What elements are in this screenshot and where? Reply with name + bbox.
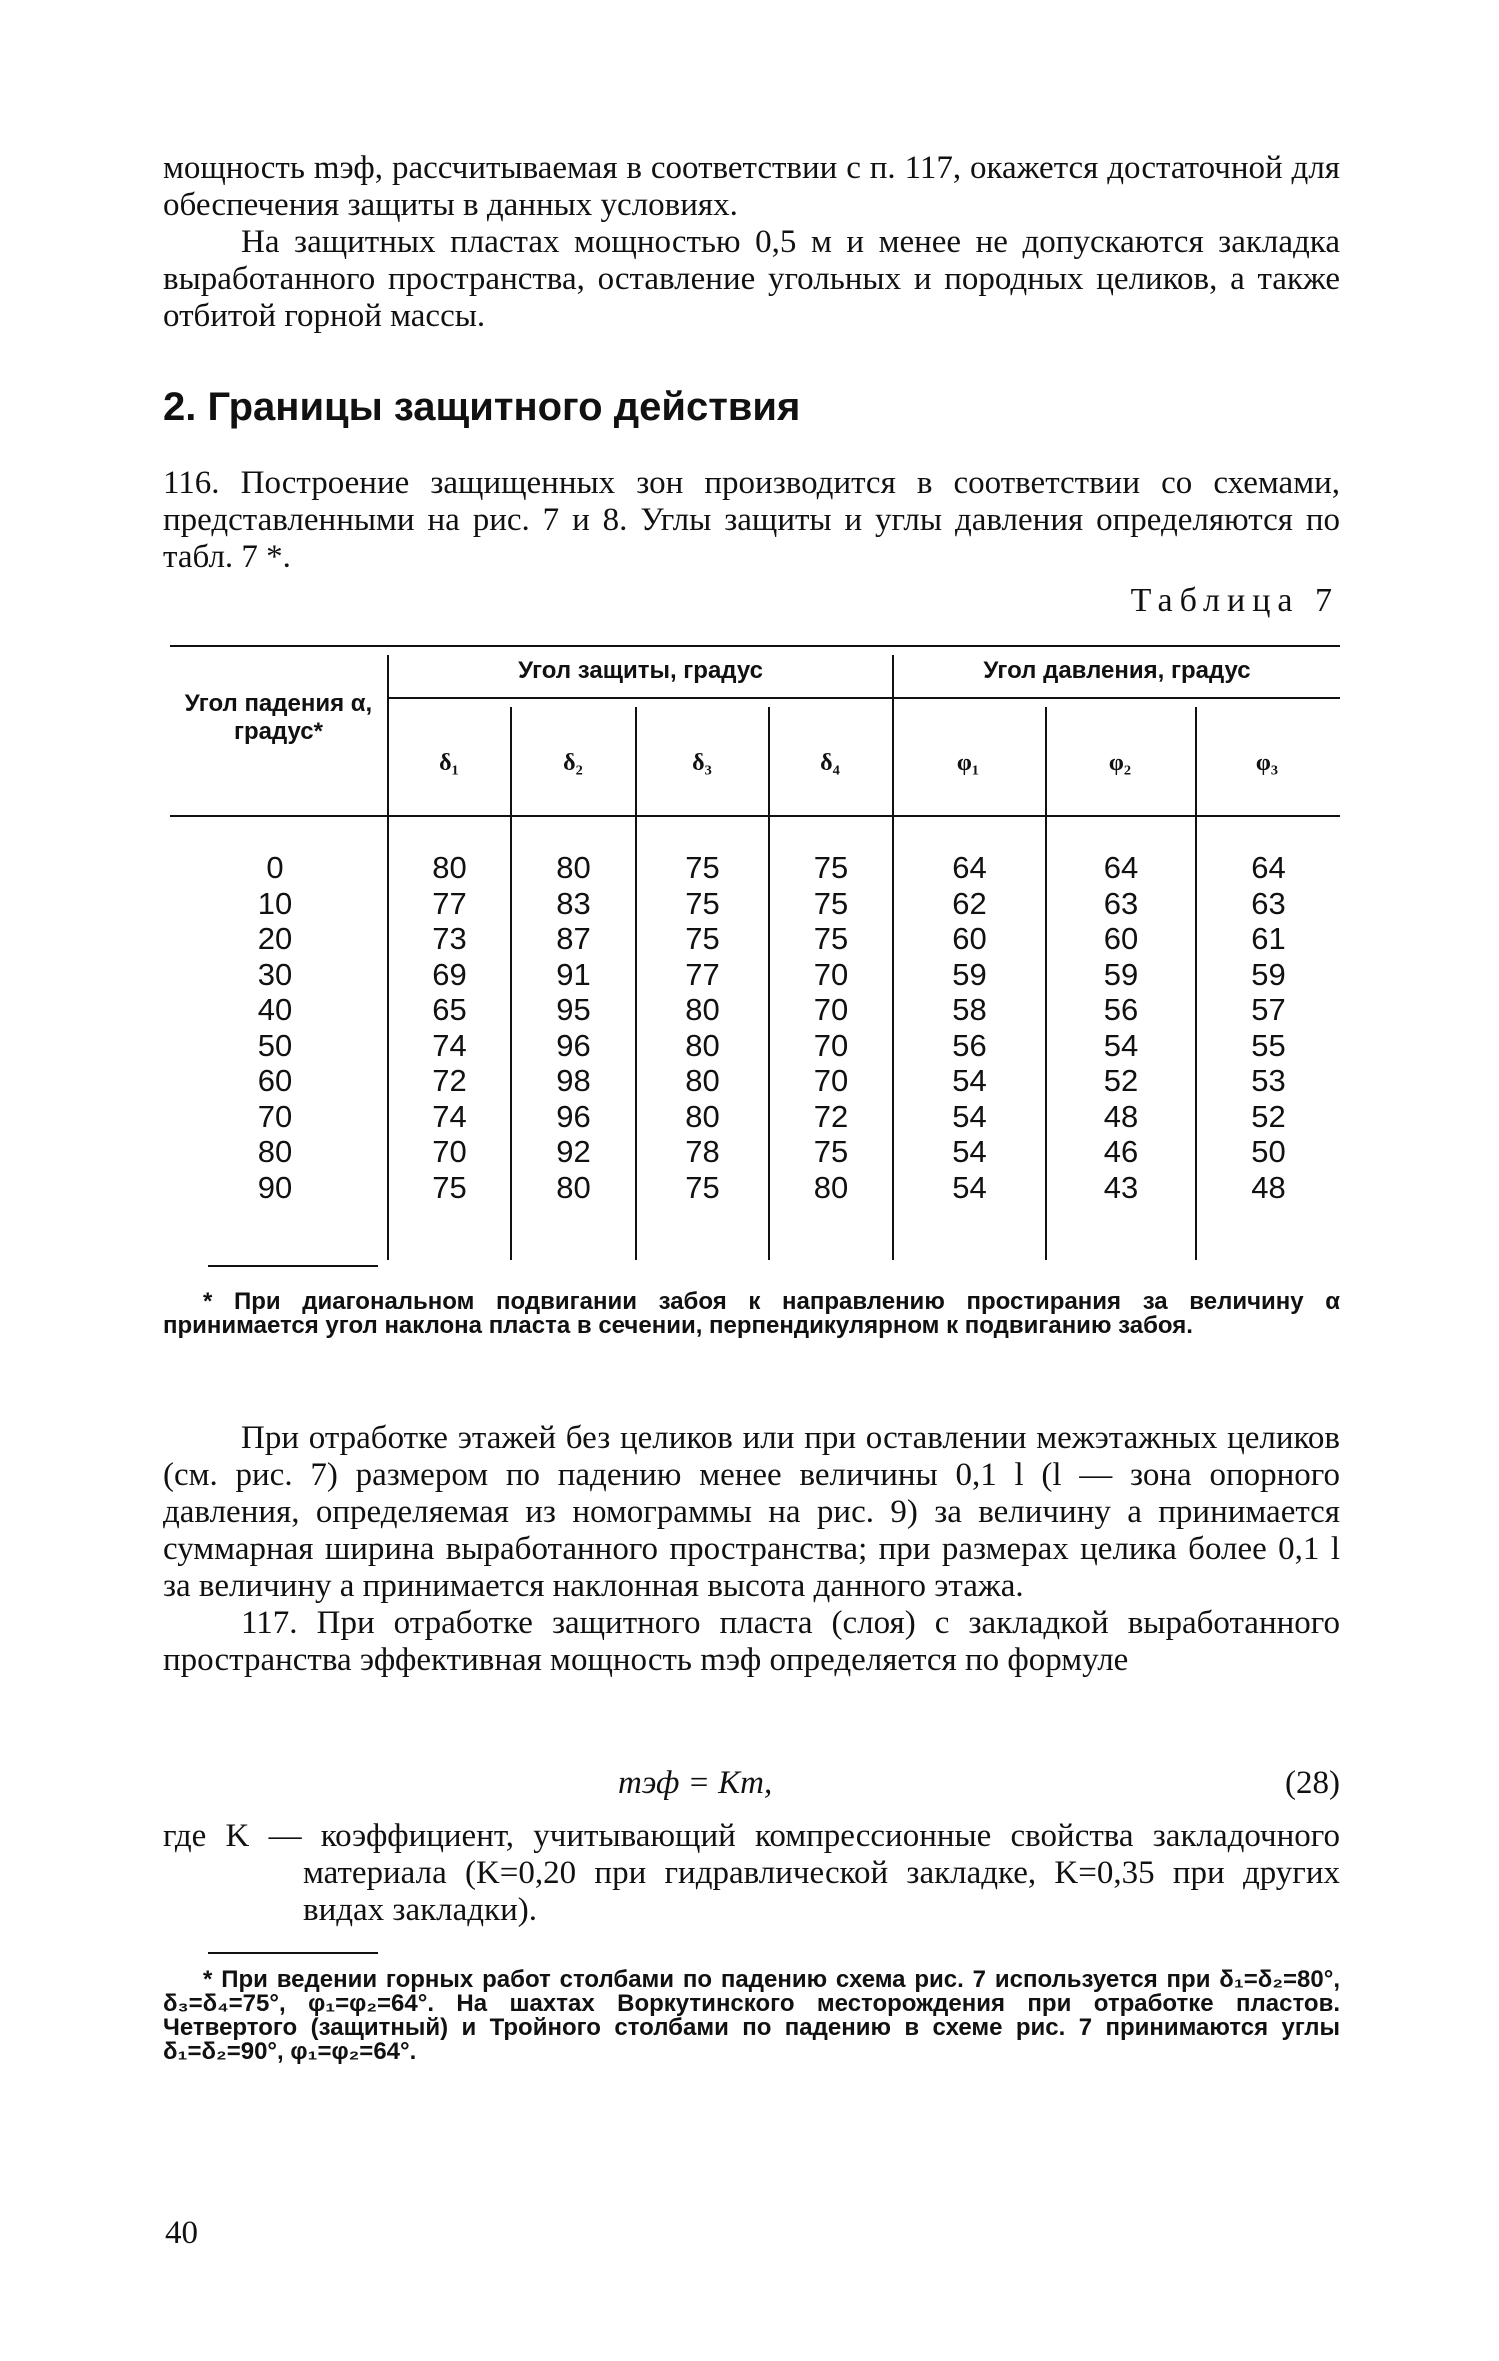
column-d4: 75 75 75 70 70 70 70 72 75 80	[813, 850, 849, 1205]
paragraph-2: На защитных пластах мощностью 0,5 м и менее не допускаются закладка выработанного пространства, оставление угольных и породных целиков, а также отбитой горной массы.	[163, 224, 1340, 334]
symbol-f2: φ₂	[1108, 750, 1132, 776]
formula-explanation	[163, 1818, 1340, 1929]
symbol-d2: δ₂	[563, 750, 583, 776]
footnote-rule	[208, 1952, 378, 1954]
formula-expression: mэф = Km,	[618, 1765, 773, 1801]
intro-text	[163, 150, 1340, 335]
symbol-d3: δ₃	[692, 750, 712, 776]
symbol-d4: δ₄	[820, 750, 840, 776]
group-rule	[388, 697, 1340, 699]
page-number: 40	[165, 2215, 198, 2251]
main-text	[163, 1420, 1340, 1679]
symbol-d1: δ₁	[439, 750, 459, 776]
where-text: где K — коэффициент, учитывающий компрессионные свойства закладочного материала (K=0,20 при гидравлической закладке, K=0,35 при других видах закладки).	[163, 1818, 1340, 1928]
column-d1: 80 77 73 69 65 74 72 74 70 75	[432, 850, 467, 1205]
column-angle: 0 10 20 30 40 50 60 70 80 90	[257, 850, 293, 1205]
group-header-protection: Угол защиты, градус	[518, 657, 763, 684]
paragraph-4: При отработке этажей без целиков или при оставлении межэтажных целиков (см. рис. 7) размером по падению менее величины 0,1 l (l — зона опорного давления, определяемая из номограммы на рис. 9) за величину a принимается суммарная ширина выработанного пространства; при размерах целика более 0,1 l за величину a принимается наклонная высота данного этажа.	[163, 1420, 1340, 1604]
paragraph-3: 116. Построение защищенных зон производится в соответствии со схемами, представленными на рис. 7 и 8. Углы защиты и углы давления определяются по табл. 7 *.	[163, 465, 1340, 575]
angles-table	[170, 645, 1340, 1260]
section-text	[163, 465, 1340, 576]
table-caption: Таблица 7	[1130, 582, 1339, 619]
footnote-table: * При диагональном подвигании забоя к направлению простирания за величину α принимается угол наклона пласта в сечении, перпендикулярном к подвиганию забоя.	[163, 1288, 1340, 1339]
formula-number: (28)	[1285, 1765, 1340, 1801]
footnote-rule	[208, 1265, 378, 1267]
paragraph-1: мощность mэф, рассчитываемая в соответствии с п. 117, окажется достаточной для обеспечения защиты в данных условиях.	[163, 150, 1340, 223]
column-d3: 75 75 75 77 80 80 80 80 78 75	[685, 850, 720, 1205]
row-header: Угол падения α, градус*	[184, 690, 373, 745]
table-top-rule	[170, 645, 1340, 647]
column-f3: 64 63 61 59 57 55 53 52 50 48	[1251, 850, 1286, 1205]
table-header-rule	[170, 815, 1340, 817]
section-heading: 2. Границы защитного действия	[163, 385, 801, 429]
column-f2: 64 63 60 59 56 54 52 48 46 43	[1103, 850, 1139, 1205]
symbol-f3: φ₃	[1255, 750, 1279, 776]
column-d2: 80 83 87 91 95 96 98 96 92 80	[556, 850, 591, 1205]
symbol-f1: φ₁	[956, 750, 980, 776]
footnote-mining: * При ведении горных работ столбами по падению схема рис. 7 используется при δ₁=δ₂=80°, δ₃=δ₄=75°, φ₁=φ₂=64°. На шахтах Воркутинского месторождения при отработке пластов. Четвертого (защитный) и Тройного столбами по падению в схеме рис. 7 принимаются углы δ₁=δ₂=90°, φ₁=φ₂=64°.	[163, 1966, 1340, 2065]
paragraph-5: 117. При отработке защитного пласта (слоя) с закладкой выработанного пространства эффективная мощность mэф определяется по формуле	[163, 1605, 1340, 1678]
group-header-pressure: Угол давления, градус	[983, 657, 1251, 684]
column-f1: 64 62 60 59 58 56 54 54 54 54	[952, 850, 987, 1205]
